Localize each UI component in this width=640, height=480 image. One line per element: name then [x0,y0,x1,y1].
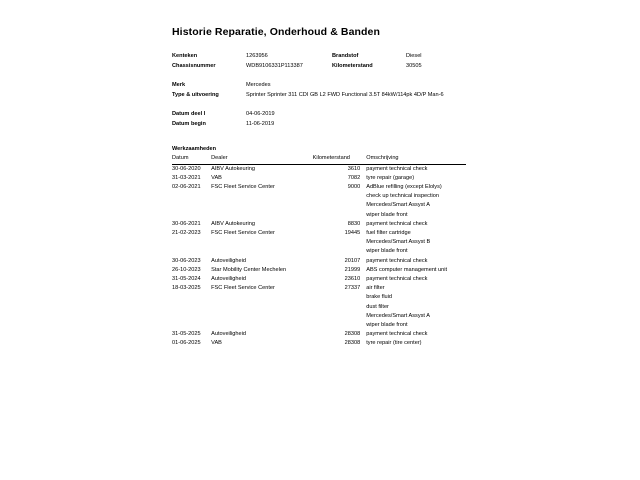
cell-omschrijving: tyre repair (garage) [366,174,415,181]
type-row [172,91,472,101]
kilometerstand-label: Kilometerstand [332,62,373,69]
cell-datum [172,312,211,321]
cell-datum: 31-03-2021 [172,174,201,181]
cell-kilometerstand [313,293,367,302]
type-label: Type & uitvoering [172,91,219,98]
cell-omschrijving: Mercedes/Smart Assyst B [366,239,431,246]
cell-omschrijving: tyre repair (tire center) [366,340,422,347]
cell-dealer [211,192,312,201]
cell-omschrijving: wiper blade front [366,322,408,329]
chassisnummer-row [172,62,472,72]
merk-row [172,81,472,91]
page-title: Historie Reparatie, Onderhoud & Banden [172,26,380,38]
table-body [172,164,466,349]
table-row [172,201,466,210]
cell-kilometerstand: 8830 [347,220,361,227]
cell-dealer [211,211,312,220]
cell-dealer [211,293,312,302]
datum-begin-row [172,120,472,130]
cell-omschrijving: payment technical check [366,276,428,282]
cell-kilometerstand [313,211,367,220]
cell-kilometerstand [313,303,367,312]
werkzaamheden-table [172,154,466,349]
cell-omschrijving: AdBlue refilling (except Elolys) [366,183,442,190]
table-row [172,275,466,284]
table-row [172,257,466,266]
cell-dealer: FSC Fleet Service Center [211,183,275,190]
cell-dealer: VAB [211,174,222,181]
cell-datum [172,321,211,330]
cell-datum: 31-05-2024 [172,276,201,282]
cell-omschrijving: payment technical check [366,331,428,338]
datum-begin-label: Datum begin [172,120,206,127]
cell-kilometerstand: 3610 [347,165,361,172]
chassisnummer-label: Chassisnummer [172,62,216,69]
table-row [172,229,466,238]
table-row [172,284,466,293]
kilometerstand-value: 30505 [406,62,422,69]
table-header [172,154,466,165]
table-row [172,247,466,256]
cell-omschrijving: payment technical check [366,220,428,227]
cell-kilometerstand: 7082 [347,174,361,181]
cell-dealer: Autoveiligheid [211,257,246,264]
chassisnummer-value: WDB9106331P113387 [246,62,303,69]
cell-kilometerstand: 21999 [344,266,361,273]
table-row [172,183,466,192]
cell-datum [172,293,211,302]
cell-datum: 21-02-2023 [172,229,201,236]
kenteken-label: Kenteken [172,53,198,59]
cell-kilometerstand: 23610 [344,276,361,282]
table-row [172,321,466,330]
cell-datum [172,201,211,210]
brandstof-value: Diesel [406,53,422,59]
cell-omschrijving: dust filter [366,303,389,310]
cell-kilometerstand [313,201,367,210]
cell-kilometerstand: 28308 [344,340,361,347]
cell-omschrijving: ABS computer management unit [366,266,448,273]
datum-deel1-row [172,110,472,120]
datum-deel1-value: 04-06-2019 [246,111,275,118]
brandstof-label: Brandstof [332,53,359,59]
cell-dealer [211,312,312,321]
cell-datum [172,303,211,312]
cell-dealer: Star Mobility Center Mechelen [211,266,287,273]
cell-kilometerstand: 27337 [344,285,361,292]
cell-datum: 30-06-2023 [172,257,201,264]
werkzaamheden-title: Werkzaamheden [172,145,217,152]
cell-omschrijving: air filter [366,285,385,292]
table-row [172,164,466,174]
cell-kilometerstand [313,238,367,247]
column-header-datum: Datum [172,154,211,165]
table-row [172,303,466,312]
cell-kilometerstand: 9000 [347,183,361,190]
cell-datum: 30-06-2021 [172,220,201,227]
cell-dealer: Autoveiligheid [211,331,246,338]
cell-dealer: AIBV Autokeuring [211,220,255,227]
vehicle-dates-block [172,110,472,129]
cell-dealer: VAB [211,340,222,347]
table-row [172,238,466,247]
document-content [172,26,472,349]
cell-omschrijving: Mercedes/Smart Assyst A [366,312,430,319]
cell-dealer [211,238,312,247]
cell-dealer: FSC Fleet Service Center [211,285,275,292]
column-header-dealer: Dealer [211,154,312,165]
datum-deel1-label: Datum deel I [172,111,206,118]
vehicle-identification-block [172,52,472,71]
cell-kilometerstand [313,192,367,201]
cell-omschrijving: brake fluid [366,294,393,301]
cell-dealer [211,303,312,312]
cell-dealer: AIBV Autokeuring [211,165,255,172]
cell-datum: 30-06-2020 [172,165,201,172]
cell-datum: 02-06-2021 [172,183,201,190]
merk-label: Merk [172,82,186,89]
cell-omschrijving: payment technical check [366,257,428,264]
cell-dealer: FSC Fleet Service Center [211,229,275,236]
table-row [172,312,466,321]
table-row [172,330,466,339]
cell-datum: 18-03-2025 [172,285,201,292]
cell-dealer [211,321,312,330]
cell-kilometerstand: 20107 [344,257,361,264]
kenteken-row [172,52,472,62]
cell-omschrijving: wiper blade front [366,248,408,255]
kenteken-value: 1263956 [246,53,268,59]
column-header-kilometerstand: Kilometerstand [313,154,367,165]
table-row [172,174,466,183]
cell-datum: 31-05-2025 [172,331,201,338]
table-row [172,339,466,348]
cell-dealer [211,247,312,256]
type-value: Sprinter Sprinter 311 CDI GB L2 FWD Functional 3.5T 84kW/114pk 4D/P Man-6 [246,91,444,98]
cell-datum [172,192,211,201]
column-header-omschrijving: Omschrijving [366,154,466,165]
cell-omschrijving: fuel filter cartridge [366,229,411,236]
table-row [172,211,466,220]
cell-omschrijving: payment technical check [366,165,428,172]
cell-datum [172,238,211,247]
cell-kilometerstand: 28308 [344,331,361,338]
cell-kilometerstand [313,312,367,321]
table-row [172,266,466,275]
table-header-row [172,154,466,165]
merk-value: Mercedes [246,82,271,89]
table-row [172,293,466,302]
cell-datum: 26-10-2023 [172,266,201,273]
cell-omschrijving: check up technical inspection [366,193,439,200]
cell-omschrijving: Mercedes/Smart Assyst A [366,202,430,209]
table-row [172,220,466,229]
datum-begin-value: 11-06-2019 [246,120,275,127]
table-row [172,192,466,201]
cell-dealer [211,201,312,210]
cell-datum [172,247,211,256]
cell-datum: 01-06-2025 [172,340,201,347]
cell-kilometerstand: 19445 [344,229,361,236]
cell-datum [172,211,211,220]
cell-dealer: Autoveiligheid [211,276,246,282]
cell-kilometerstand [313,247,367,256]
cell-omschrijving: wiper blade front [366,211,408,218]
cell-kilometerstand [313,321,367,330]
vehicle-model-block [172,81,472,100]
